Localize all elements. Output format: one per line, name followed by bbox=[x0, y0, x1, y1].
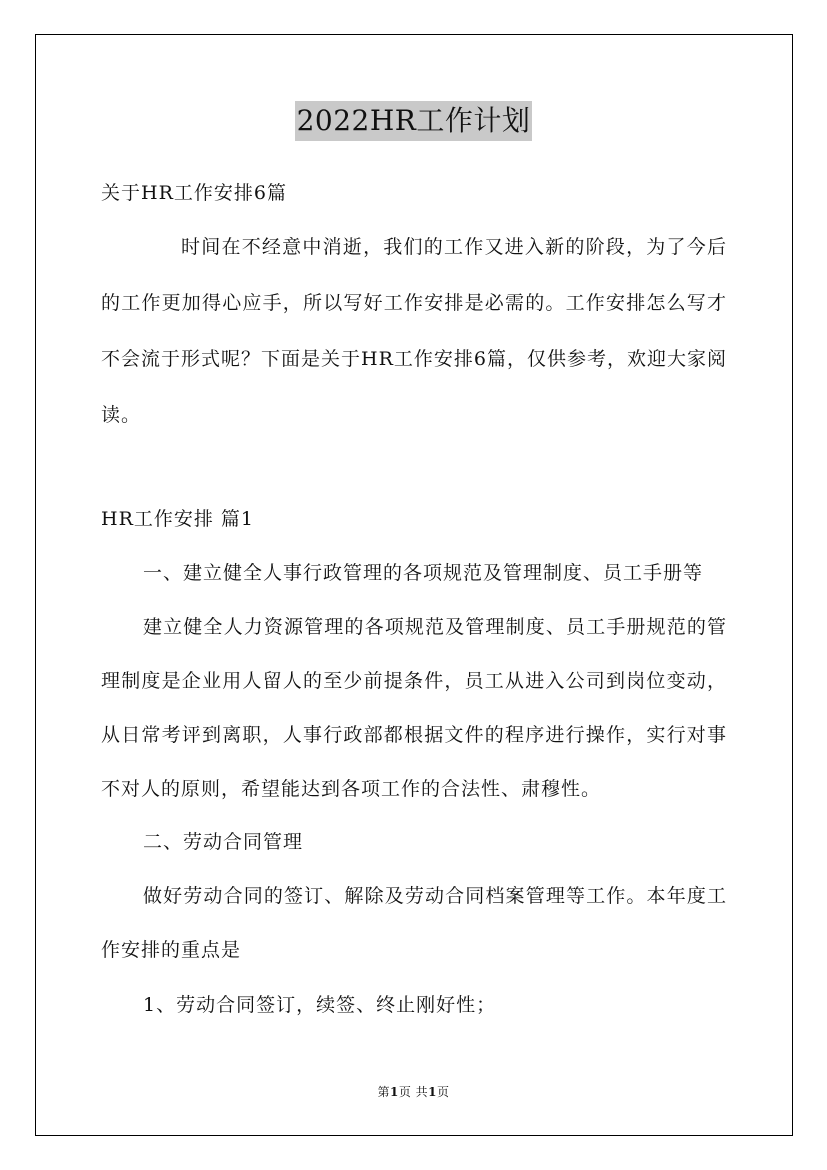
paragraph-2: 做好劳动合同的签订、解除及劳动合同档案管理等工作。本年度工作安排的重点是 bbox=[101, 885, 727, 961]
footer-mid: 页 共 bbox=[398, 1085, 429, 1099]
list-item-1: 一、建立健全人事行政管理的各项规范及管理制度、员工手册等 bbox=[143, 562, 704, 584]
footer-total-pages: 1 bbox=[428, 1085, 438, 1099]
list-item-3: 1、劳动合同签订，续签、终止刚好性； bbox=[143, 994, 497, 1016]
page-footer bbox=[0, 1083, 827, 1101]
intro-paragraph: 时间在不经意中消逝，我们的工作又进入新的阶段，为了今后的工作更加得心应手，所以写好工作安排是必需的。工作安排怎么写才不会流于形式呢？下面是关于HR工作安排6篇，仅供参考，欢迎大家阅读。 bbox=[101, 236, 727, 426]
document-subtitle: 关于HR工作安排6篇 bbox=[101, 182, 287, 204]
section-heading: HR工作安排 篇1 bbox=[101, 508, 255, 530]
footer-prefix: 第 bbox=[377, 1085, 390, 1099]
footer-page-number: 1 bbox=[389, 1085, 399, 1099]
list-item-2: 二、劳动合同管理 bbox=[143, 831, 304, 853]
title-container bbox=[0, 101, 827, 141]
footer-suffix: 页 bbox=[437, 1085, 450, 1099]
paragraph-1: 建立健全人力资源管理的各项规范及管理制度、员工手册规范的管理制度是企业用人留人的至少前提条件，员工从进入公司到岗位变动，从日常考评到离职，人事行政部都根据文件的程序进行操作，实行对事不对人的原则，希望能达到各项工作的合法性、肃穆性。 bbox=[101, 616, 727, 800]
document-title: 2022HR工作计划 bbox=[295, 101, 533, 141]
